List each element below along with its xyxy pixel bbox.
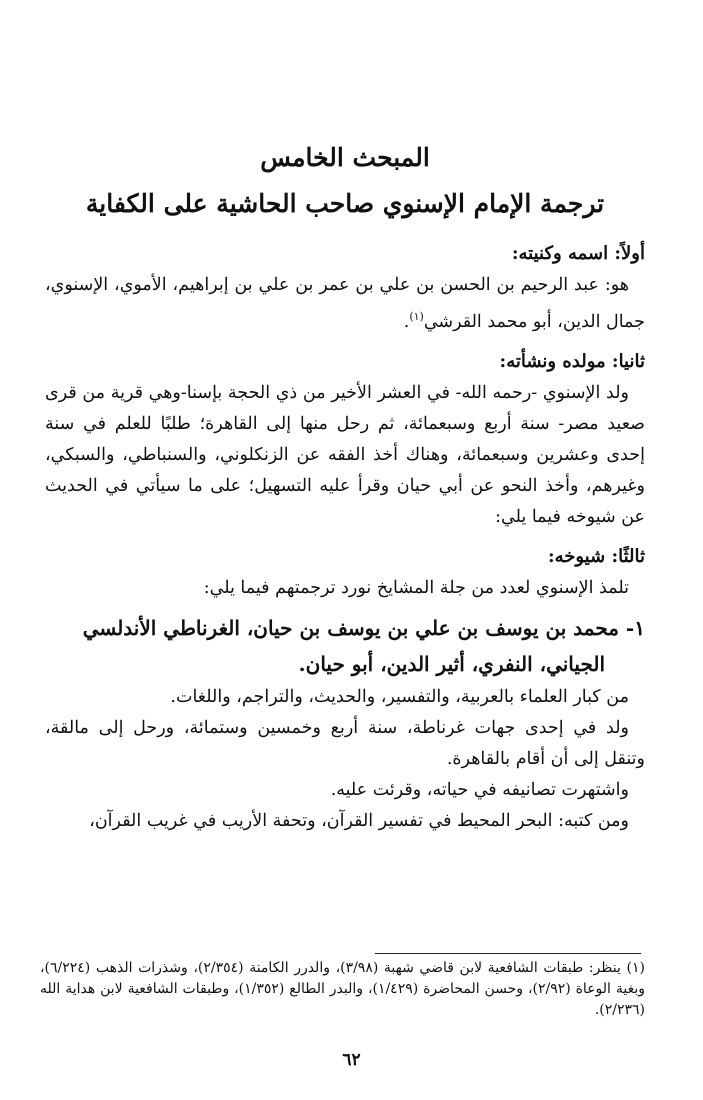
birth-paragraph: ولد الإسنوي -رحمه الله- في العشر الأخير من ذي الحجة بإسنا-وهي قرية من قرى صعيد مصر- سنة أربع وسبعمائة، ثم رحل منها إلى القاهرة؛ طلبًا للعلم في سنة إحدى وعشرين وسبعمائة، وهناك أخذ الفقه عن الزنكلوني، والسنباطي، والسبكي، وغيرهم، وأخذ النحو عن أبي حيان وقرأ عليه التسهيل؛ على ما سيأتي في الحديث عن شيوخه فيما يلي: [45,382,645,527]
footnote-ref[interactable]: (١) [409,310,424,323]
page-title: ترجمة الإمام الإسنوي صاحب الحاشية على الكفاية [85,189,605,218]
footnote-divider [375,953,641,954]
teacher-entry-para: واشتهرت تصانيفه في حياته، وقرئت عليه. [330,779,629,800]
name-paragraph [45,270,645,338]
teachers-intro: تلمذ الإسنوي لعدد من جلة المشايخ نورد ترجمتهم فيما يلي: [203,577,629,598]
teachers-heading: ثالثًا: شيوخه: [547,545,645,567]
teacher-entry-title [45,610,645,682]
teacher-entry-title-line2: الجياني، النفري، أثير الدين، أبو حيان. [298,651,605,676]
name-text-end: . [403,311,410,332]
teacher-entry-para: ومن كتبه: البحر المحيط في تفسير القرآن، وتحفة الأريب في غريب القرآن، [89,810,629,831]
footnote: (١) ينظر: طبقات الشافعية لابن قاضي شهبة (٣/٩٨)، والدرر الكامنة (٢/٣٥٤)، وشذرات الذهب (٦/٢٢٤)، وبغية الوعاة (٢/٩٢)، وحسن المحاضرة (١/٤٢٩)، والبدر الطالع (١/٣٥٢)، وطبقات الشافعية لابن هداية الله (٢/٢٣٦). [40,960,645,1018]
teacher-entry-title-line1: ١- محمد بن يوسف بن علي بن يوسف بن حيان، الغرناطي الأندلسي [82,615,645,640]
section-heading: المبحث الخامس [260,143,430,172]
page-number: ٦٢ [342,1050,361,1070]
teacher-entry-para: من كبار العلماء بالعربية، والتفسير، والحديث، والتراجم، واللغات. [170,686,629,707]
birth-heading: ثانيا: مولده ونشأته: [499,350,645,372]
teacher-entry-para: ولد في إحدى جهات غرناطة، سنة أربع وخمسين وستمائة، ورحل إلى مالقة، وتنقل إلى أن أقام بالقاهرة. [45,717,645,769]
name-heading: أولاً: اسمه وكنيته: [511,243,645,264]
name-text: هو: عبد الرحيم بن الحسن بن علي بن عمر بن علي بن إبراهيم، الأموي، الإسنوي، جمال الدين، أبو محمد القرشي [45,275,645,332]
page-body [45,138,645,837]
